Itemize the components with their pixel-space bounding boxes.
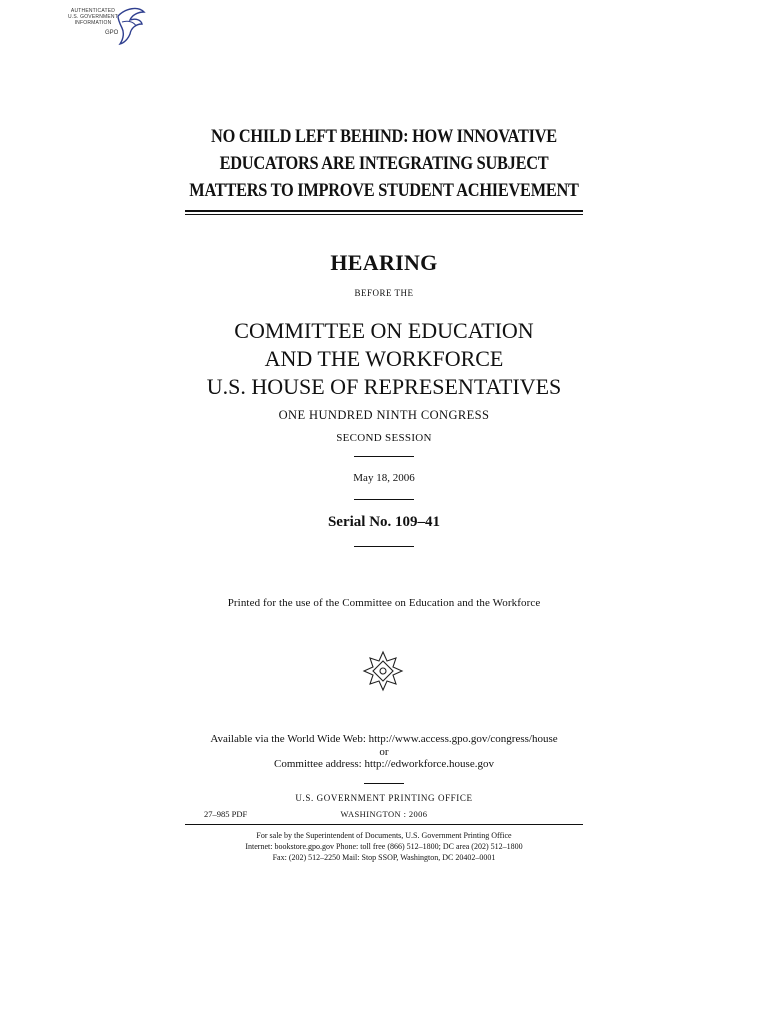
seal-text: INFORMATION [74, 20, 112, 26]
committee-address-line: Committee address: http://edworkforce.house.gov [274, 758, 494, 770]
committee-line: COMMITTEE ON EDUCATION [234, 318, 534, 343]
title-rule-thin [185, 214, 583, 215]
congress-label: ONE HUNDRED NINTH CONGRESS [278, 408, 490, 422]
printing-office: U.S. GOVERNMENT PRINTING OFFICE [295, 793, 473, 803]
hearing-date: May 18, 2006 [353, 472, 415, 484]
eagle-icon [114, 6, 148, 46]
serial-number: Serial No. 109–41 [327, 514, 441, 530]
divider [354, 546, 414, 547]
availability-notice [0, 733, 768, 771]
divider [364, 783, 404, 784]
sale-line: Internet: bookstore.gpo.gov Phone: toll free (866) 512–1800; DC area (202) 512–1800 [245, 842, 523, 851]
document-title [54, 123, 714, 204]
imprint-rule [185, 824, 583, 825]
imprint-place-year: WASHINGTON : 2006 [340, 809, 428, 819]
star-ornament-icon [361, 649, 405, 693]
divider [354, 499, 414, 500]
session-label: SECOND SESSION [336, 432, 432, 444]
document-code: 27–985 PDF [204, 809, 248, 819]
seal-gpo-mark: GPO [105, 30, 119, 36]
seal-text: AUTHENTICATED [70, 8, 116, 14]
hearing-heading: HEARING [330, 250, 438, 275]
committee-line: AND THE WORKFORCE [264, 346, 504, 371]
gpo-authentication-seal [58, 6, 150, 48]
title-line: MATTERS TO IMPROVE STUDENT ACHIEVEMENT [189, 180, 579, 201]
or-label: or [379, 745, 389, 758]
title-line: EDUCATORS ARE INTEGRATING SUBJECT [219, 153, 549, 174]
printed-for-notice: Printed for the use of the Committee on Education and the Workforce [227, 597, 541, 609]
sale-line: For sale by the Superintendent of Documents, U.S. Government Printing Office [256, 831, 512, 840]
committee-line: U.S. HOUSE OF REPRESENTATIVES [206, 374, 562, 399]
seal-text: U.S. GOVERNMENT [68, 14, 118, 20]
title-line: NO CHILD LEFT BEHIND: HOW INNOVATIVE [211, 126, 557, 147]
title-rule-thick [185, 210, 583, 212]
web-address-line: Available via the World Wide Web: http://www.access.gpo.gov/congress/house [210, 733, 558, 745]
sale-line: Fax: (202) 512–2250 Mail: Stop SSOP, Washington, DC 20402–0001 [272, 853, 496, 862]
committee-name [0, 317, 768, 401]
before-the-label: BEFORE THE [354, 288, 414, 298]
sale-notice [0, 830, 768, 863]
divider [354, 456, 414, 457]
